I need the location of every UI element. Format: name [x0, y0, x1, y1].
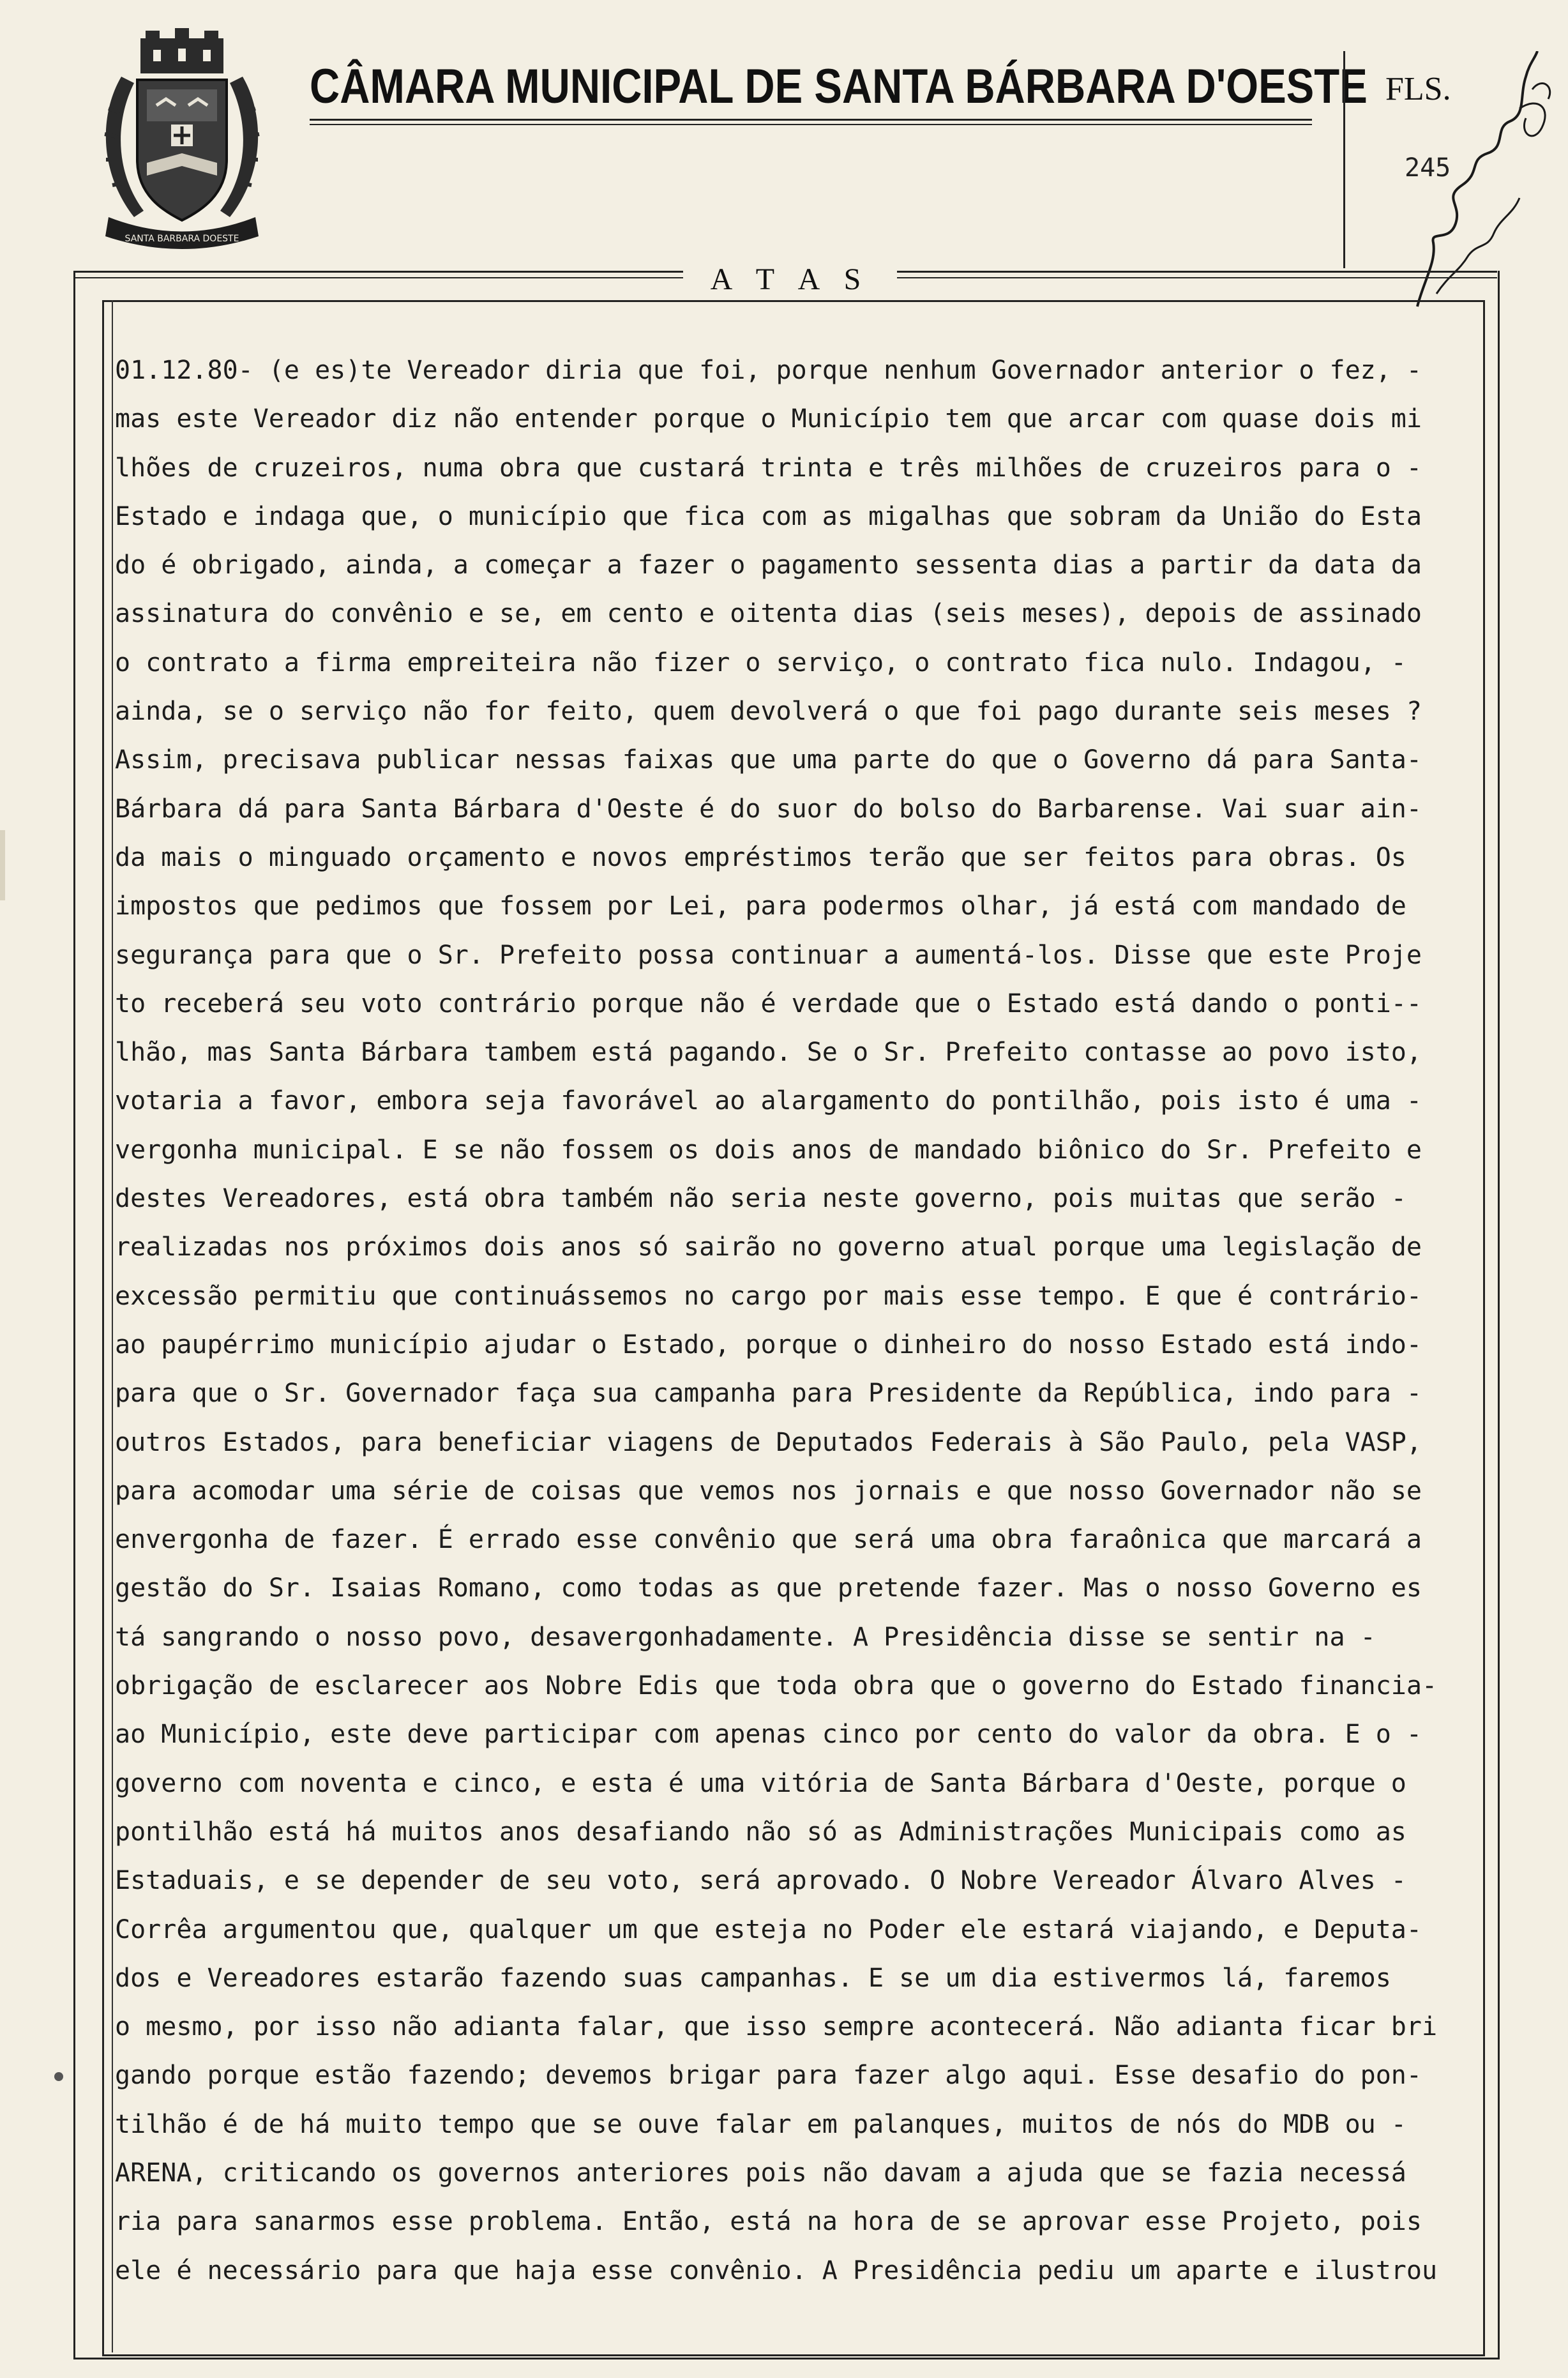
text-line: ria para sanarmos esse problema. Então, está na hora de se aprovar esse Projeto, pois: [115, 2207, 1422, 2237]
margin-rule: [112, 300, 113, 2352]
text-line: realizadas nos próximos dois anos só sairão no governo atual porque uma legislação de: [115, 1232, 1422, 1262]
text-line: ARENA, criticando os governos anteriores pois não davam a ajuda que se fazia necessá: [115, 2158, 1406, 2188]
text-line: assinatura do convênio e se, em cento e oitenta dias (seis meses), depois de assinado: [115, 599, 1422, 629]
text-line: tilhão é de há muito tempo que se ouve falar em palanques, muitos de nós do MDB ou -: [115, 2109, 1406, 2139]
text-line: lhões de cruzeiros, numa obra que custará trinta e três milhões de cruzeiros para o -: [115, 453, 1422, 483]
text-line: Bárbara dá para Santa Bárbara d'Oeste é do suor do bolso do Barbarense. Vai suar ain-: [115, 794, 1422, 824]
text-line: governo com noventa e cinco, e esta é uma vitória de Santa Bárbara d'Oeste, porque o: [115, 1768, 1406, 1798]
text-line: Estaduais, e se depender de seu voto, será aprovado. O Nobre Vereador Álvaro Alves -: [115, 1866, 1406, 1896]
text-line: destes Vereadores, está obra também não seria neste governo, pois muitas que serão -: [115, 1184, 1406, 1214]
text-line: excessão permitiu que continuássemos no cargo por mais esse tempo. E que é contrário-: [115, 1281, 1422, 1311]
text-line: tá sangrando o nosso povo, desavergonhadamente. A Presidência disse se sentir na -: [115, 1622, 1376, 1652]
section-title: A T A S: [710, 262, 870, 296]
header-divider: [1343, 51, 1345, 268]
text-line: 01.12.80- (e es)te Vereador diria que foi, porque nenhum Governador anterior o fez, -: [115, 356, 1422, 385]
text-line: o contrato a firma empreiteira não fizer o serviço, o contrato fica nulo. Indagou, -: [115, 648, 1406, 678]
text-line: ainda, se o serviço não for feito, quem devolverá o que foi pago durante seis meses ?: [115, 697, 1422, 727]
text-line: Assim, precisava publicar nessas faixas que uma parte do que o Governo dá para Santa-: [115, 745, 1422, 775]
chamber-title: CÂMARA MUNICIPAL DE SANTA BÁRBARA D'OESTE: [310, 59, 1368, 114]
header-rule: [310, 119, 1312, 121]
text-line: mas este Vereador diz não entender porque o Município tem que arcar com quase dois mi: [115, 404, 1422, 434]
text-line: votaria a favor, embora seja favorável ao alargamento do pontilhão, pois isto é uma -: [115, 1086, 1422, 1116]
text-line: para acomodar uma série de coisas que vemos nos jornais e que nosso Governador não se: [115, 1476, 1422, 1506]
margin-dot: [54, 2072, 63, 2081]
minutes-text: [115, 346, 1488, 2295]
folio-number: 245: [1405, 153, 1451, 183]
text-line: o mesmo, por isso não adianta falar, que isso sempre acontecerá. Não adianta ficar bri: [115, 2012, 1438, 2042]
municipal-crest-icon: [96, 26, 268, 262]
text-line: obrigação de esclarecer aos Nobre Edis que toda obra que o governo do Estado financia-: [115, 1671, 1438, 1701]
text-line: ao paupérrimo município ajudar o Estado, porque o dinheiro do nosso Estado está indo-: [115, 1329, 1422, 1359]
text-line: segurança para que o Sr. Prefeito possa continuar a aumentá-los. Disse que este Proje: [115, 940, 1422, 970]
text-line: impostos que pedimos que fossem por Lei, para podermos olhar, já está com mandado de: [115, 891, 1406, 921]
text-line: para que o Sr. Governador faça sua campanha para Presidente da República, indo para -: [115, 1379, 1422, 1409]
binding-shadow: [0, 830, 5, 900]
text-line: to receberá seu voto contrário porque não é verdade que o Estado está dando o ponti--: [115, 988, 1422, 1019]
text-line: envergonha de fazer. É errado esse convênio que será uma obra faraônica que marcará a: [115, 1525, 1422, 1555]
text-line: gando porque estão fazendo; devemos brigar para fazer algo aqui. Esse desafio do pon-: [115, 2061, 1422, 2091]
text-line: Corrêa argumentou que, qualquer um que esteja no Poder ele estará viajando, e Deputa-: [115, 1914, 1422, 1944]
text-line: lhão, mas Santa Bárbara tambem está pagando. Se o Sr. Prefeito contasse ao povo isto,: [115, 1038, 1422, 1068]
text-line: vergonha municipal. E se não fossem os dois anos de mandado biônico do Sr. Prefeito e: [115, 1135, 1422, 1165]
text-line: da mais o minguado orçamento e novos empréstimos terão que ser feitos para obras. Os: [115, 842, 1406, 872]
crest-banner-text: SANTA BARBARA DOESTE: [124, 234, 239, 244]
header-rule-secondary: [310, 124, 1312, 125]
text-line: do é obrigado, ainda, a começar a fazer o pagamento sessenta dias a partir da data da: [115, 550, 1422, 580]
text-line: gestão do Sr. Isaias Romano, como todas as que pretende fazer. Mas o nosso Governo es: [115, 1573, 1422, 1603]
text-line: dos e Vereadores estarão fazendo suas campanhas. E se um dia estivermos lá, faremos: [115, 1963, 1391, 1993]
text-line: Estado e indaga que, o município que fica com as migalhas que sobram da União do Esta: [115, 501, 1422, 531]
text-line: outros Estados, para beneficiar viagens de Deputados Federais à São Paulo, pela VASP,: [115, 1427, 1422, 1457]
text-line: ele é necessário para que haja esse convênio. A Presidência pediu um aparte e ilustrou: [115, 2255, 1438, 2285]
folio-label: FLS.: [1385, 71, 1451, 107]
text-line: pontilhão está há muitos anos desafiando não só as Administrações Municipais como as: [115, 1817, 1406, 1847]
text-line: ao Município, este deve participar com apenas cinco por cento do valor da obra. E o -: [115, 1720, 1422, 1750]
